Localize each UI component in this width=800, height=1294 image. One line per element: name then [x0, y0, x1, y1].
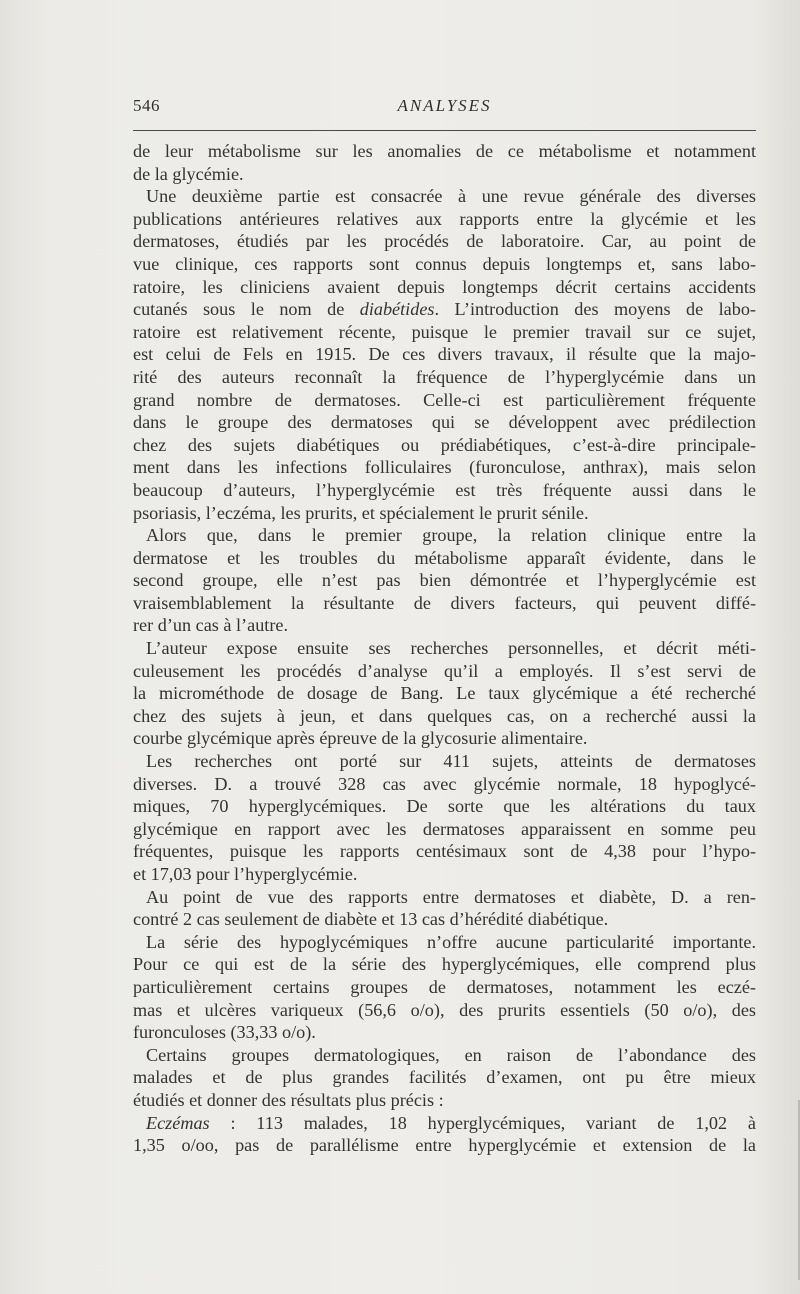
text-line: chez des sujets à jeun, et dans quelques cas, on a recherché aussi la — [133, 705, 756, 726]
header-rule — [133, 130, 756, 131]
text-line: 1,35 o/oo, pas de parallélisme entre hyperglycémie et extension de la — [133, 1135, 756, 1156]
text-line: psoriasis, l’eczéma, les prurits, et spécialement le prurit sénile. — [133, 502, 589, 523]
text-line: fréquentes, puisque les rapports centésimaux sont de 4,38 pour l’hypo- — [133, 841, 756, 862]
text-line: dermatose et les troubles du métabolisme apparaît évidente, dans le — [133, 547, 756, 568]
paragraph — [133, 1112, 756, 1157]
emphasis-diabetides: diabétides — [359, 299, 435, 320]
text-line: la microméthode de dosage de Bang. Le taux glycémique a été recherché — [133, 683, 756, 704]
page-number: 546 — [133, 96, 160, 115]
text-line: publications antérieures relatives aux rapports entre la glycémie et les — [133, 208, 756, 229]
text-line: Une deuxième partie est consacrée à une revue générale des diverses — [146, 186, 756, 207]
paragraph — [133, 637, 756, 750]
paragraph — [133, 886, 756, 931]
text-line: beaucoup d’auteurs, l’hyperglycémie est très fréquente aussi dans le — [133, 479, 756, 500]
text-line: La série des hypoglycémiques n’offre aucune particularité importante. — [146, 931, 756, 952]
text-line: Eczémas : 113 malades, 18 hyperglycémiques, variant de 1,02 à — [146, 1112, 756, 1133]
text-line: Alors que, dans le premier groupe, la relation clinique entre la — [146, 525, 756, 546]
running-title: ANALYSES — [397, 96, 492, 115]
text-line: dans le groupe des dermatoses qui se développent avec prédilection — [133, 412, 756, 433]
body-text — [133, 140, 756, 1157]
text-line: de leur métabolisme sur les anomalies de ce métabolisme et notamment — [133, 141, 756, 161]
text-line: contré 2 cas seulement de diabète et 13 cas d’hérédité diabétique. — [133, 909, 609, 930]
text-line: glycémique en rapport avec les dermatoses apparaissent en somme peu — [133, 818, 756, 839]
text-line: chez des sujets diabétiques ou prédiabétiques, c’est-à-dire principale- — [133, 434, 756, 455]
text-line: Au point de vue des rapports entre dermatoses et diabète, D. a ren- — [146, 886, 756, 907]
text-line: ratoire est relativement récente, puisque le premier travail sur ce sujet, — [133, 321, 756, 342]
text-line: rer d’un cas à l’autre. — [133, 615, 289, 636]
text-line: diverses. D. a trouvé 328 cas avec glycémie normale, 18 hypoglycé- — [133, 773, 756, 794]
text-line: vraisemblablement la résultante de divers facteurs, qui peuvent diffé- — [133, 592, 756, 613]
text-line: Les recherches ont porté sur 411 sujets, atteints de dermatoses — [146, 751, 756, 772]
paragraph — [133, 524, 756, 637]
page-header — [133, 96, 756, 116]
emphasis-eczemas: Eczémas — [146, 1112, 210, 1133]
paragraph — [133, 140, 756, 185]
text-line: mas et ulcères variqueux (56,6 o/o), des prurits essentiels (50 o/o), des — [133, 999, 756, 1020]
text-line: ment dans les infections folliculaires (furonculose, anthrax), mais selon — [133, 457, 756, 478]
text-line: vue clinique, ces rapports sont connus depuis longtemps et, sans labo- — [133, 253, 756, 274]
text-line: L’auteur expose ensuite ses recherches personnelles, et décrit méti- — [146, 638, 756, 659]
text-line: grand nombre de dermatoses. Celle-ci est particulièrement fréquente — [133, 389, 756, 410]
paragraph — [133, 931, 756, 1044]
text-line: rité des auteurs reconnaît la fréquence de l’hyperglycémie dans un — [133, 366, 756, 387]
paragraph — [133, 750, 756, 886]
text-line: ratoire, les cliniciens avaient depuis longtemps décrit certains accidents — [133, 276, 756, 297]
text-line: courbe glycémique après épreuve de la glycosurie alimentaire. — [133, 728, 588, 749]
text-line: Certains groupes dermatologiques, en raison de l’abondance des — [146, 1044, 756, 1065]
text-line: de la glycémie. — [133, 163, 244, 184]
text-line: miques, 70 hyperglycémiques. De sorte que les altérations du taux — [133, 796, 756, 817]
text-line: particulièrement certains groupes de dermatoses, notamment les eczé- — [133, 976, 756, 997]
text-line: dermatoses, étudiés par les procédés de laboratoire. Car, au point de — [133, 231, 756, 252]
text-line: culeusement les procédés d’analyse qu’il a employés. Il s’est servi de — [133, 660, 756, 681]
text-line: malades et de plus grandes facilités d’examen, ont pu être mieux — [133, 1067, 756, 1088]
paragraph — [133, 185, 756, 524]
text-line: et 17,03 pour l’hyperglycémie. — [133, 864, 358, 884]
text-line: cutanés sous le nom de diabétides. L’introduction des moyens de labo- — [133, 299, 756, 320]
text-line: est celui de Fels en 1915. De ces divers travaux, il résulte que la majo- — [133, 344, 756, 365]
text-line: furonculoses (33,33 o/o). — [133, 1022, 316, 1043]
paragraph — [133, 1044, 756, 1112]
text-line: Pour ce qui est de la série des hyperglycémiques, elle comprend plus — [133, 954, 756, 975]
text-line: second groupe, elle n’est pas bien démontrée et l’hyperglycémie est — [133, 570, 756, 591]
text-line: étudiés et donner des résultats plus précis : — [133, 1089, 444, 1110]
